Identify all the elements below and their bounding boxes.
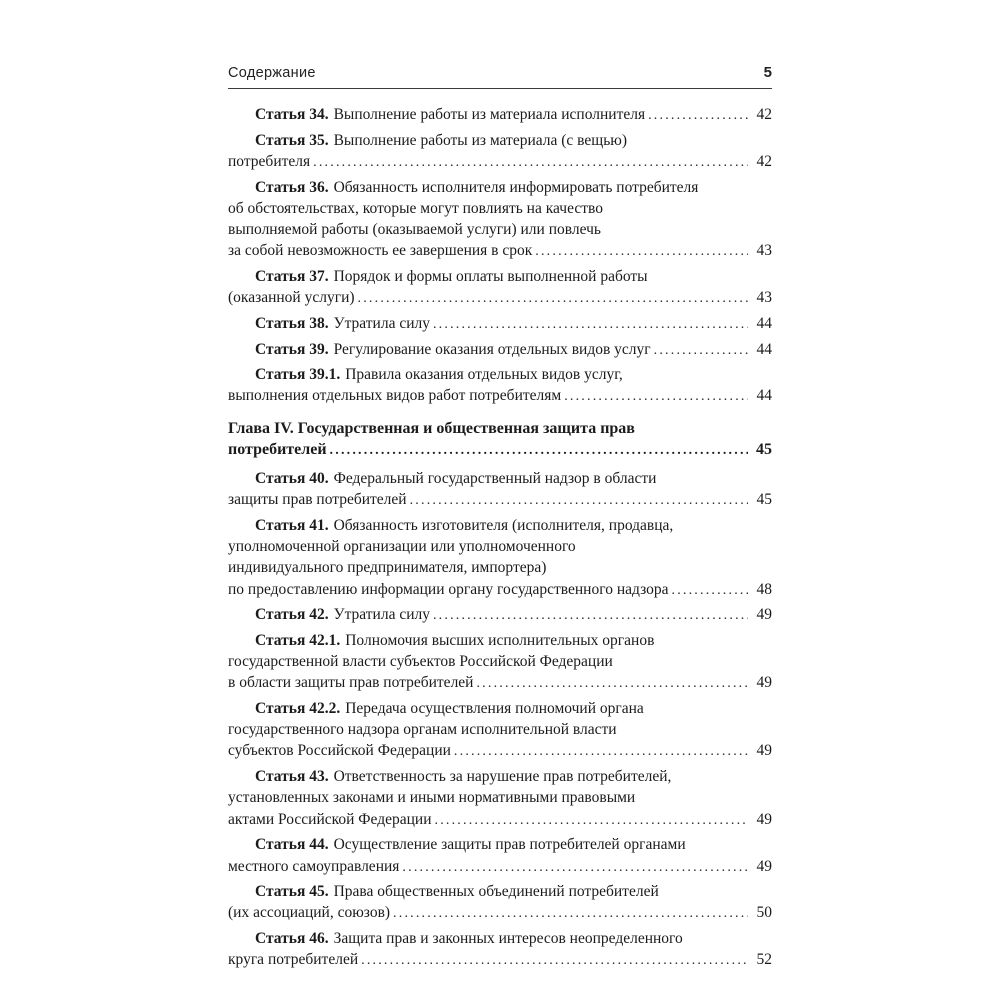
entry-title: установленных законами и иными нормативными правовыми xyxy=(228,789,636,807)
entry-title: защиты прав потребителей xyxy=(228,491,407,509)
article-label: Статья 38. xyxy=(255,314,329,332)
entry-line xyxy=(228,630,772,651)
entry-line xyxy=(228,881,772,902)
entry-title: Передача осуществления полномочий органа xyxy=(345,700,644,718)
entry-title: Федеральный государственный надзор в области xyxy=(333,470,657,488)
page-header-title: Содержание xyxy=(228,65,316,81)
entry-title: Выполнение работы из материала исполнителя xyxy=(333,106,646,123)
entry-line xyxy=(228,364,772,385)
entry-title: по предоставлению информации органу государственного надзора xyxy=(228,580,669,598)
entry-line xyxy=(228,856,772,878)
entry-title: круга потребителей xyxy=(228,951,359,969)
article-label: Статья 44. xyxy=(255,836,329,854)
entry-line xyxy=(228,740,772,762)
toc-entry xyxy=(228,604,772,626)
toc-entry xyxy=(228,104,772,126)
entry-title: Утратила силу xyxy=(333,606,430,624)
entry-line xyxy=(228,809,772,831)
entry-page-number: 44 xyxy=(756,387,772,405)
toc-entry xyxy=(228,339,772,361)
entry-title: актами Российской Федерации xyxy=(228,810,432,828)
entry-page-number: 44 xyxy=(756,314,772,332)
dot-leader xyxy=(358,288,748,309)
entry-line xyxy=(228,902,772,924)
entry-page-number: 49 xyxy=(756,606,772,624)
entry-page-number: 43 xyxy=(756,242,772,260)
article-label: Статья 39. xyxy=(255,340,329,358)
chapter-title: потребителей xyxy=(228,440,327,458)
entry-page-number: 45 xyxy=(756,491,772,509)
toc-entry xyxy=(228,364,772,407)
entry-page-number: 42 xyxy=(756,152,772,170)
article-label: Статья 34. xyxy=(255,106,329,123)
entry-page-number: 52 xyxy=(756,951,772,969)
entry-line xyxy=(228,266,772,287)
dot-leader xyxy=(476,673,748,694)
article-label: Статья 46. xyxy=(255,930,329,948)
entry-title: Обязанность исполнителя информировать потребителя xyxy=(333,178,699,196)
entry-title: местного самоуправления xyxy=(228,857,400,875)
entry-line xyxy=(228,651,772,672)
entry-line xyxy=(228,949,772,971)
dot-leader xyxy=(435,810,749,831)
entry-line xyxy=(228,928,772,949)
toc-entry xyxy=(228,177,772,263)
entry-page-number: 45 xyxy=(756,440,772,458)
toc-entry xyxy=(228,515,772,601)
toc-entry xyxy=(228,468,772,511)
entry-title: индивидуального предпринимателя, импортера) xyxy=(228,559,547,577)
article-label: Статья 42.1. xyxy=(255,631,341,649)
toc-entry xyxy=(228,766,772,831)
entry-title: Выполнение работы из материала (с вещью) xyxy=(333,131,628,149)
entry-title: Регулирование оказания отдельных видов услуг xyxy=(333,340,651,358)
article-label: Статья 39.1. xyxy=(255,366,341,384)
entry-page-number: 49 xyxy=(756,742,772,760)
entry-title: Полномочия высших исполнительных органов xyxy=(345,631,655,649)
table-of-contents xyxy=(228,104,772,972)
dot-leader xyxy=(535,241,748,262)
chapter-title: Глава IV. Государственная и общественная защита прав xyxy=(228,419,635,437)
page-header xyxy=(228,64,772,88)
entry-title: Защита прав и законных интересов неопределенного xyxy=(333,930,683,948)
dot-leader xyxy=(672,580,749,601)
entry-page-number: 50 xyxy=(756,904,772,922)
toc-entry xyxy=(228,130,772,173)
entry-title: Осуществление защиты прав потребителей органами xyxy=(333,836,686,854)
entry-page-number: 49 xyxy=(756,857,772,875)
dot-leader xyxy=(330,440,748,461)
toc-entry xyxy=(228,630,772,695)
entry-line xyxy=(228,672,772,694)
entry-page-number: 44 xyxy=(756,340,772,358)
entry-line xyxy=(228,339,772,361)
entry-line xyxy=(228,604,772,626)
dot-leader xyxy=(313,152,748,173)
toc-entry xyxy=(228,834,772,877)
toc-entry xyxy=(228,313,772,335)
entry-title: уполномоченной организации или уполномоченного xyxy=(228,538,576,556)
entry-title: (их ассоциаций, союзов) xyxy=(228,904,391,922)
article-label: Статья 35. xyxy=(255,131,329,149)
entry-title: выполнения отдельных видов работ потребителям xyxy=(228,387,562,405)
entry-line xyxy=(228,766,772,787)
entry-title: выполняемой работы (оказываемой услуги) или повлечь xyxy=(228,221,601,239)
entry-title: (оказанной услуги) xyxy=(228,289,355,307)
article-label: Статья 42.2. xyxy=(255,700,341,718)
entry-line xyxy=(228,151,772,173)
entry-line xyxy=(228,219,772,240)
entry-page-number: 49 xyxy=(756,674,772,692)
entry-line xyxy=(228,104,772,126)
entry-title: государственной власти субъектов Российской Федерации xyxy=(228,653,613,671)
entry-line xyxy=(228,787,772,808)
article-label: Статья 36. xyxy=(255,178,329,196)
toc-entry xyxy=(228,266,772,309)
entry-line xyxy=(228,130,772,151)
entry-page-number: 48 xyxy=(756,580,772,598)
entry-line xyxy=(228,418,772,439)
dot-leader xyxy=(564,386,748,407)
entry-line xyxy=(228,198,772,219)
article-label: Статья 40. xyxy=(255,470,329,488)
entry-line xyxy=(228,439,772,461)
entry-page-number: 49 xyxy=(756,810,772,828)
entry-title: за собой невозможность ее завершения в срок xyxy=(228,242,533,260)
entry-line xyxy=(228,468,772,489)
page-content xyxy=(228,64,772,975)
entry-line xyxy=(228,177,772,198)
entry-line xyxy=(228,834,772,855)
article-label: Статья 45. xyxy=(255,883,329,901)
entry-title: потребителя xyxy=(228,152,311,170)
toc-entry xyxy=(228,928,772,971)
dot-leader xyxy=(654,340,748,361)
entry-line xyxy=(228,515,772,536)
entry-title: Ответственность за нарушение прав потребителей, xyxy=(333,768,672,786)
dot-leader xyxy=(433,605,748,626)
entry-title: об обстоятельствах, которые могут повлиять на качество xyxy=(228,199,603,217)
entry-line xyxy=(228,557,772,578)
entry-title: Правила оказания отдельных видов услуг, xyxy=(345,366,623,384)
entry-line xyxy=(228,240,772,262)
dot-leader xyxy=(454,741,748,762)
dot-leader xyxy=(361,950,748,971)
article-label: Статья 37. xyxy=(255,267,329,285)
entry-line xyxy=(228,287,772,309)
entry-title: Обязанность изготовителя (исполнителя, продавца, xyxy=(333,516,674,534)
entry-line xyxy=(228,489,772,511)
toc-chapter-entry xyxy=(228,418,772,461)
entry-line xyxy=(228,313,772,335)
entry-title: Права общественных объединений потребителей xyxy=(333,883,659,901)
dot-leader xyxy=(402,857,748,878)
entry-title: Порядок и формы оплаты выполненной работы xyxy=(333,267,648,285)
article-label: Статья 43. xyxy=(255,768,329,786)
article-label: Статья 41. xyxy=(255,516,329,534)
dot-leader xyxy=(648,105,748,126)
dot-leader xyxy=(433,314,748,335)
toc-entry xyxy=(228,698,772,763)
entry-line xyxy=(228,698,772,719)
entry-line xyxy=(228,719,772,740)
article-label: Статья 42. xyxy=(255,606,329,624)
entry-line xyxy=(228,579,772,601)
entry-title: в области защиты прав потребителей xyxy=(228,674,474,692)
dot-leader xyxy=(410,490,748,511)
entry-title: субъектов Российской Федерации xyxy=(228,742,451,760)
entry-page-number: 43 xyxy=(756,289,772,307)
page-number: 5 xyxy=(763,64,772,81)
entry-line xyxy=(228,536,772,557)
entry-line xyxy=(228,385,772,407)
entry-title: государственного надзора органам исполнительной власти xyxy=(228,721,617,739)
header-rule xyxy=(228,88,772,89)
entry-page-number: 42 xyxy=(756,106,772,123)
toc-entry xyxy=(228,881,772,924)
entry-title: Утратила силу xyxy=(333,314,430,332)
dot-leader xyxy=(393,903,748,924)
